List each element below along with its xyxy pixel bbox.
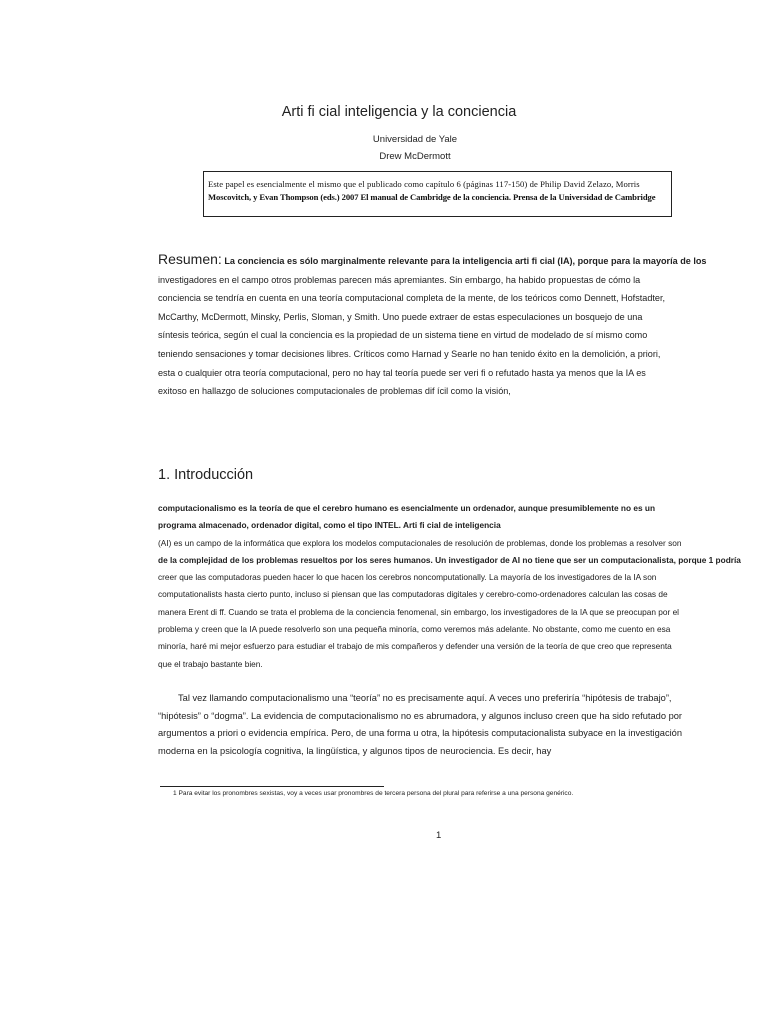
body-paragraph xyxy=(158,690,742,760)
abstract-line: síntesis teórica, según el cual la conciencia es la propiedad de un sistema tiene en virtud de modelado de sí mismo como xyxy=(158,330,648,341)
page-number: 1 xyxy=(436,830,442,841)
abstract-line: exitoso en hallazgo de soluciones computacionales de problemas dif ícil como la visión, xyxy=(158,386,511,397)
introduction-paragraph xyxy=(158,500,742,673)
intro-line: minoría, haré mi mejor esfuerzo para estudiar el trabajo de mis compañeros y defender una versión de la teoría de que creo que representa xyxy=(158,641,672,652)
intro-line: programa almacenado, ordenador digital, como el tipo INTEL. Arti fi cial de inteligencia xyxy=(158,520,501,531)
intro-line: de la complejidad de los problemas resueltos por los seres humanos. Un investigador de AI no tiene que ser un computacionalista, porque 1 podría xyxy=(158,554,741,565)
footnote: 1 Para evitar los pronombres sexistas, voy a veces usar pronombres de tercera persona del plural para referirse a una persona genérico. xyxy=(173,790,574,797)
abstract-line: McCarthy, McDermott, Minsky, Perlis, Sloman, y Smith. Uno puede extraer de estas especulaciones un bosquejo de una xyxy=(158,311,643,322)
intro-line: computacionalismo es la teoría de que el cerebro humano es esencialmente un ordenador, aunque presumiblemente no es un xyxy=(158,503,656,513)
intro-line: que el trabajo bastante bien. xyxy=(158,658,263,669)
intro-line: problema y creen que la IA puede resolverlo son una pequeña minoría, como veremos más adelante. No obstante, como me cuento en esa xyxy=(158,624,671,635)
author-name: Drew McDermott xyxy=(379,151,451,162)
footnote-divider xyxy=(160,786,384,787)
abstract-line: investigadores en el campo otros problemas parecen más apremiantes. Sin embargo, ha habido propuestas de cómo la xyxy=(158,274,641,285)
abstract-line: esta o cualquier otra teoría computacional, pero no hay tal teoría puede ser veri fi o refutado hasta ya menos que la IA es xyxy=(158,367,646,378)
note-line-2: Moscovitch, y Evan Thompson (eds.) 2007 El manual de Cambridge de la conciencia. Prensa de la Universidad de Cambridge xyxy=(208,192,656,202)
abstract-line: La conciencia es sólo marginalmente relevante para la inteligencia arti fi cial (IA), porque para la mayoría de los xyxy=(224,256,707,266)
intro-line: creer que las computadoras pueden hacer lo que hacen los cerebros noncomputationally. La mayoría de los investigadores de la IA son xyxy=(158,572,657,583)
note-line-1: Este papel es esencialmente el mismo que el publicado como capítulo 6 (páginas 117-150) de Philip David Zelazo, Morris xyxy=(208,179,640,189)
paragraph-line: argumentos a priori o evidencia empírica. Pero, de una forma u otra, la hipótesis computacionalista subyace en la investigación xyxy=(158,728,683,739)
abstract-line: teniendo sensaciones y tomar decisiones libres. Críticos como Harnad y Searle no han tenido éxito en la demolición, a priori, xyxy=(158,348,661,359)
section-heading: 1. Introducción xyxy=(158,467,254,483)
intro-line: manera Erent di ff. Cuando se trata el problema de la conciencia fenomenal, sin embargo, los investigadores de la IA que se preocupan por el xyxy=(158,606,680,617)
abstract xyxy=(158,250,742,401)
intro-line: (AI) es un campo de la informática que explora los modelos computacionales de resolución de problemas, donde los problemas a resolver son xyxy=(158,537,682,548)
intro-line: computationalists hasta cierto punto, incluso si piensan que las computadoras digitales y cerebro-como-ordenadores calculan las cosas de xyxy=(158,589,668,600)
abstract-label: Resumen: xyxy=(158,251,222,267)
author-affiliation: Universidad de Yale xyxy=(372,134,458,145)
publication-note-box xyxy=(203,171,672,217)
paragraph-line: moderna en la psicología cognitiva, la lingüística, y algunos tipos de neurociencia. Es decir, hay xyxy=(158,745,552,756)
paragraph-line: “hipótesis” o “dogma”. La evidencia de computacionalismo no es abrumadora, y algunos incluso creen que ha sido refutado por xyxy=(158,710,683,721)
abstract-line: conciencia se tendría en cuenta en una teoría computacional completa de la mente, de los teóricos como Dennett, Hofstadter, xyxy=(158,293,666,304)
paragraph-line: Tal vez llamando computacionalismo una “teoría” no es precisamente aquí. A veces uno preferiría “hipótesis de trabajo”, xyxy=(178,693,672,703)
paper-title: Arti fi cial inteligencia y la conciencia xyxy=(281,104,517,120)
